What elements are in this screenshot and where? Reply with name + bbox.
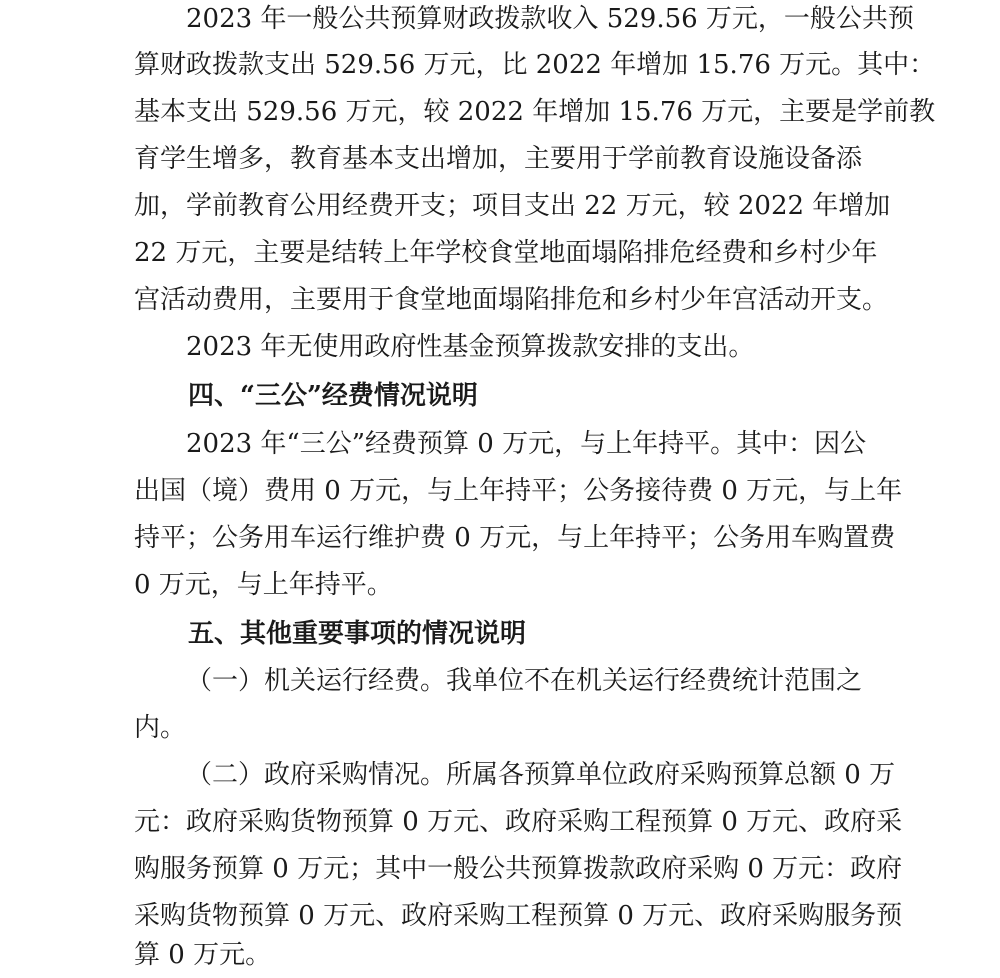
text-line: 元：政府采购货物预算 0 万元、政府采购工程预算 0 万元、政府采	[134, 807, 903, 837]
text-line: 宫活动费用，主要用于食堂地面塌陷排危和乡村少年宫活动开支。	[134, 285, 889, 315]
text-line: 持平；公务用车运行维护费 0 万元，与上年持平；公务用车购置费	[134, 523, 896, 553]
text-line: 2023 年一般公共预算财政拨款收入 529.56 万元，一般公共预	[186, 4, 914, 34]
text-line: 算财政拨款支出 529.56 万元，比 2022 年增加 15.76 万元。其中：	[134, 50, 936, 80]
text-line: 加，学前教育公用经费开支；项目支出 22 万元，较 2022 年增加	[134, 191, 891, 221]
text-line: 基本支出 529.56 万元，较 2022 年增加 15.76 万元，主要是学前教	[134, 97, 936, 127]
text-line: 2023 年无使用政府性基金预算拨款安排的支出。	[186, 332, 755, 362]
text-line: 算 0 万元。	[134, 940, 272, 970]
text-line: 育学生增多，教育基本支出增加，主要用于学前教育设施设备添	[134, 144, 863, 174]
text-line: 0 万元，与上年持平。	[134, 570, 393, 600]
text-line: 22 万元，主要是结转上年学校食堂地面塌陷排危经费和乡村少年	[134, 238, 878, 268]
section-heading: 五、其他重要事项的情况说明	[188, 619, 527, 649]
text-line: 出国（境）费用 0 万元，与上年持平；公务接待费 0 万元，与上年	[134, 476, 903, 506]
text-line: 购服务预算 0 万元；其中一般公共预算拨款政府采购 0 万元：政府	[134, 854, 903, 884]
text-line: 采购货物预算 0 万元、政府采购工程预算 0 万元、政府采购服务预	[134, 901, 903, 931]
text-line: （二）政府采购情况。所属各预算单位政府采购预算总额 0 万	[186, 760, 896, 790]
text-line: （一）机关运行经费。我单位不在机关运行经费统计范围之	[186, 666, 863, 696]
section-heading: 四、“三公”经费情况说明	[188, 381, 478, 411]
text-line: 2023 年“三公”经费预算 0 万元，与上年持平。其中：因公	[186, 429, 867, 459]
text-line: 内。	[134, 713, 187, 743]
